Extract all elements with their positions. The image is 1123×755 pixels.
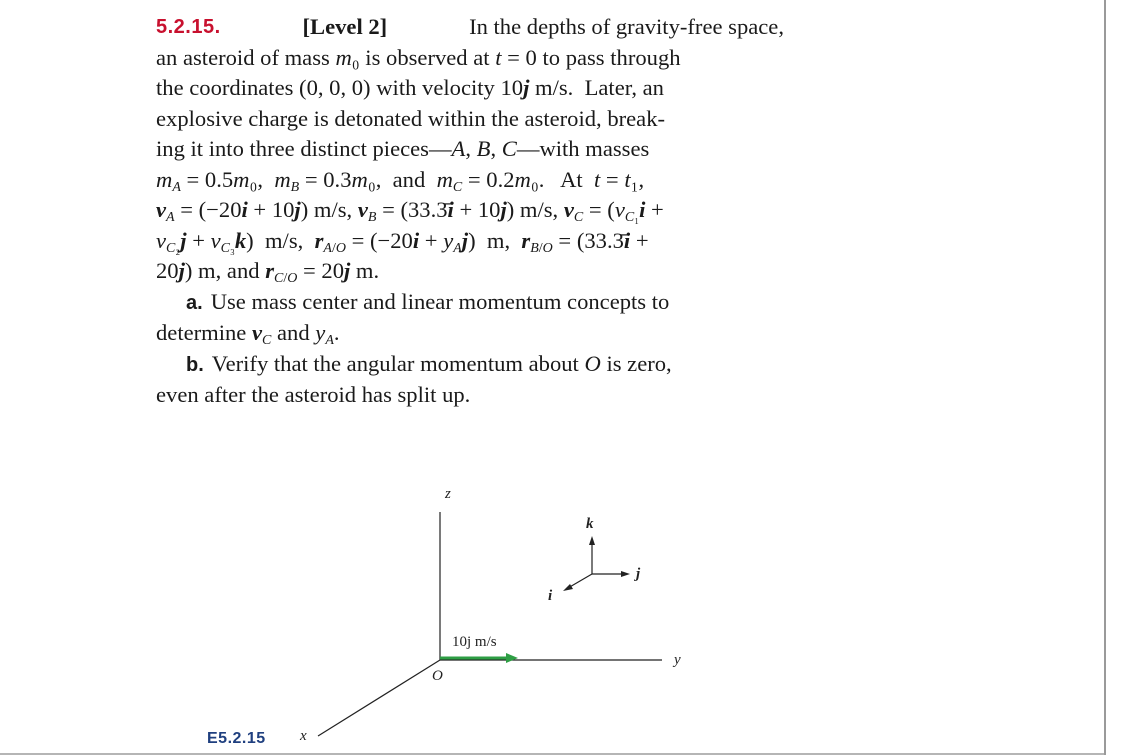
problem-text-4: explosive charge is detonated within the asteroid, break-	[156, 105, 666, 131]
problem-text-9: 20j) m, and $r_{C/O} = 20j$ m.	[156, 258, 380, 286]
part-a-text-2: determine $v_C$ and $y_A$.	[156, 320, 340, 348]
triad-k-head	[589, 536, 595, 545]
triad-i-head	[563, 584, 573, 591]
right-divider	[1104, 0, 1106, 755]
problem-text-7: $v_A = (-20i + 10j)$ m/s, $v_B$ = (33.3̄i + 10j) m/s, $v_C = (v_{C_1}i$ +	[156, 197, 664, 225]
part-b-label: b.	[186, 353, 204, 376]
problem-text-1: In the depths of gravity-free space,	[469, 14, 784, 39]
part-b-text-1: Verify that the angular momentum about O is zero,	[211, 350, 672, 376]
problem-text-8: $v_{C_2}j + v_{C_3}k$) m/s, $r_{A/O} = (-20i + y_Aj)$ m, $r_{B/O}$ = (33.3̄i +	[156, 227, 649, 256]
x-axis-label: x	[300, 728, 307, 744]
problem-text-5: ing it into three distinct pieces—A, B, C—with masses	[156, 136, 650, 161]
velocity-arrow-head	[506, 653, 518, 663]
part-a-label: a.	[186, 291, 203, 314]
triad-j-label: j	[636, 566, 641, 582]
origin-label: O	[432, 668, 443, 684]
x-axis	[318, 660, 440, 736]
triad-i-label: i	[548, 588, 553, 604]
z-axis-label: z	[445, 486, 451, 502]
y-axis-label: y	[674, 652, 681, 668]
figure-label: E5.2.15	[207, 730, 266, 747]
velocity-label: 10j m/s	[452, 634, 497, 650]
triad-j-head	[621, 571, 630, 577]
problem-number: 5.2.15.	[156, 16, 221, 38]
problem-text-2: an asteroid of mass m₀ is observed at t = 0 to pass through	[156, 44, 681, 70]
triad-i-shaft	[568, 574, 592, 588]
problem-text-3: the coordinates (0, 0, 0) with velocity 10j m/s. Later, an	[156, 75, 664, 100]
problem-level: [Level 2]	[302, 14, 388, 39]
part-b-text-2: even after the asteroid has split up.	[156, 382, 471, 407]
triad-k-label: k	[586, 516, 594, 532]
problem-text-6: $m_A = 0.5m_0$, $m_B = 0.3m_0$, and $m_C = 0.2m_0$. At t = t₁,	[156, 166, 645, 195]
part-a-text-1: Use mass center and linear momentum concepts to	[210, 288, 670, 314]
